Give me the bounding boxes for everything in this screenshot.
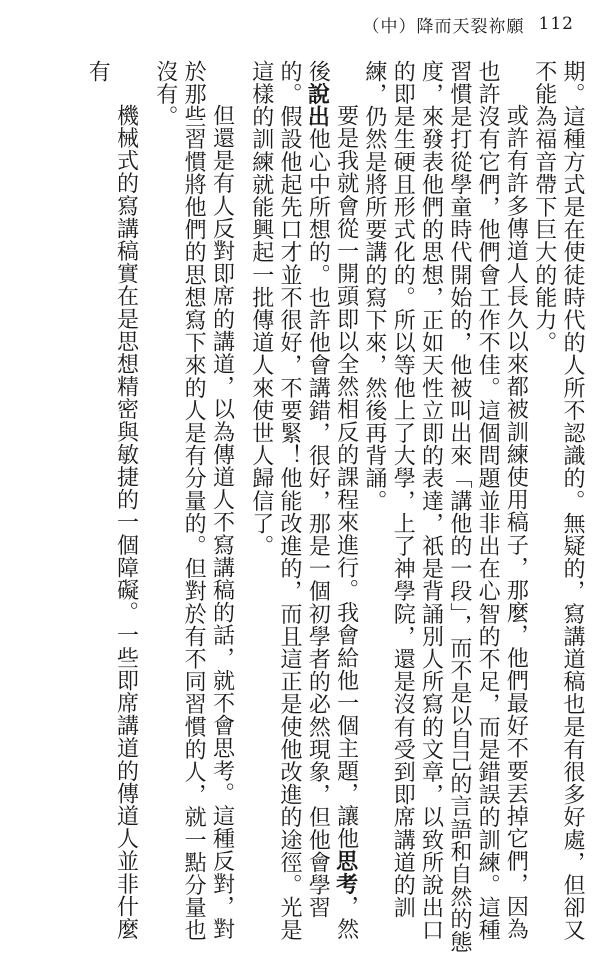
paragraph: 但還是有人反對即席的講道，以為傳道人不寫講稿的話，就不會思考。這種反對，對於那些習慣將他們的思想寫下來的人是有分量的。但對於有不同習慣的人，就一點分量也沒有。 [152, 60, 235, 942]
emphasis-speak: 說出 [304, 82, 331, 128]
paragraph: 機械式的寫講稿實在是思想精密與敏捷的一個障礙。一些即席講道的傳道人並非什麼有 [85, 60, 139, 941]
page-body [14, 60, 586, 960]
paragraph-text: ，然後 [305, 60, 359, 941]
emphasis-think: 思考 [332, 849, 359, 896]
chapter-title: （中）降而天裂祢願 [362, 16, 525, 37]
paragraph: 或許有許多傳道人長久以來都被訓練使用稿子，那麼，他們最好不要丟掉它們，因為也許沒有它們，他們會工作不佳。這個問題並非出在心智的不足，而是錯誤的訓練。這種習慣是打從學童時代開始的，他被叫出來「講他的一段」，而不是以自己的言語和自然的態度，來發表他們的思想，正如天性立即的表達，祇是背誦別人所寫的文章，以致所說出口的即是生硬且形式化的。所以等他上了大學，上了神學院，還是沒有受到即席講道的訓練，仍然是將所要講的寫下來，然後再背誦。 [361, 60, 529, 953]
paragraph: 期。這種方式是在使徒時代的人所不認識的。無疑的，寫講道稿也是有很多好處，但卻又不能為福音帶下巨大的能力。 [531, 60, 585, 942]
paragraph-text: 要是我就會從一開頭即以全然相反的課程來進行。我會給他一個主題，讓他 [333, 104, 359, 850]
page-header [363, 10, 574, 38]
paragraph-text: 他心中所想的。也許他會講錯，很好，那是一個初學者的必然現象，但他會學習的。假設他起先口才並不很好，不要緊！他能改進的，而且這正是使他改進的途徑。光是這樣的訓練就能興起一批傳道人來使世人歸信了。 [248, 60, 331, 942]
paragraph [246, 60, 359, 960]
page-number: 112 [538, 14, 574, 34]
